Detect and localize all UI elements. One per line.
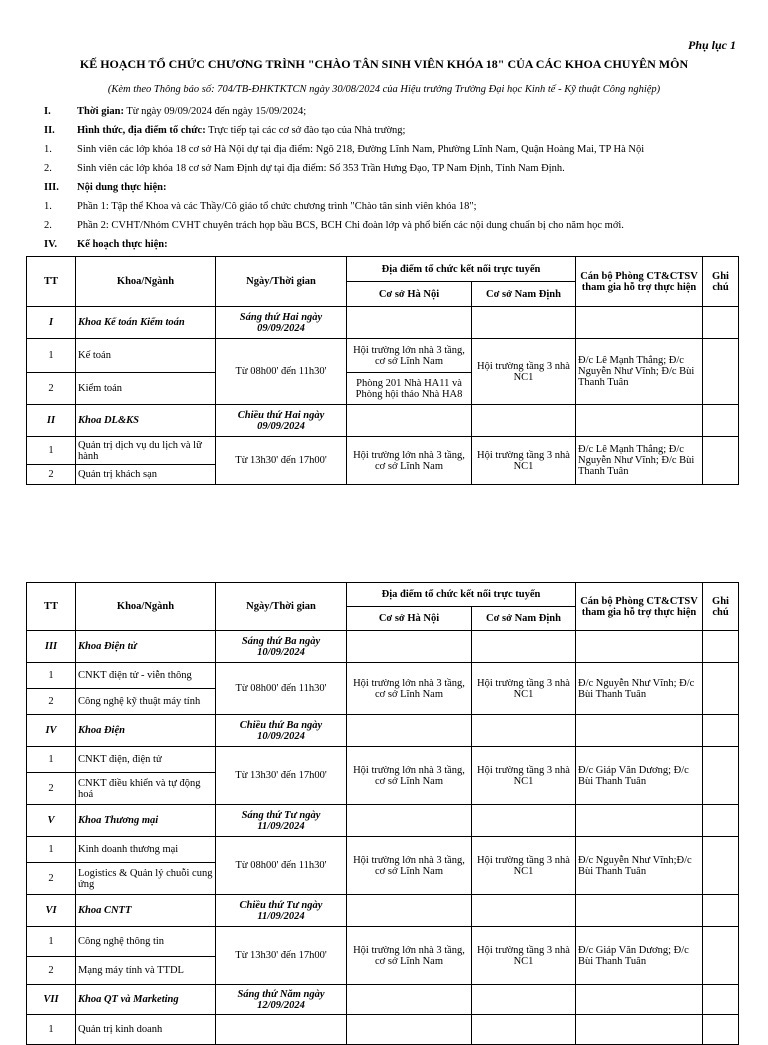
row-staff: Đ/c Nguyễn Như Vĩnh;Đ/c Bùi Thanh Tuân	[576, 837, 703, 895]
header-staff: Cán bộ Phòng CT&CTSV tham gia hỗ trợ thực hiện	[576, 583, 703, 631]
section-body: Phần 2: CVHT/Nhóm CVHT chuyên trách họp bầu BCS, BCH Chi đoàn lớp và phổ biến các nội dung chuẩn bị cho năm học mới.	[77, 220, 624, 231]
header-namdinh: Cơ sở Nam Định	[472, 282, 576, 307]
row-hanoi: Hội trường lớn nhà 3 tầng, cơ sở Lĩnh Nam	[347, 837, 472, 895]
group-tt: III	[27, 631, 76, 663]
row-hanoi: Hội trường lớn nhà 3 tầng, cơ sở Lĩnh Nam	[347, 339, 472, 373]
group-tt: V	[27, 805, 76, 837]
header-time: Ngày/Thời gian	[216, 257, 347, 307]
row-hanoi: Hội trường lớn nhà 3 tầng, cơ sở Lĩnh Nam	[347, 437, 472, 485]
section-body: Từ ngày 09/09/2024 đến ngày 15/09/2024;	[123, 106, 307, 117]
header-namdinh: Cơ sở Nam Định	[472, 607, 576, 631]
row-hanoi	[347, 1015, 472, 1045]
header-location: Địa điểm tổ chức kết nối trực tuyến	[347, 583, 576, 607]
section-text	[77, 163, 565, 174]
group-name: Khoa Thương mại	[76, 805, 216, 837]
row-namdinh	[472, 1015, 576, 1045]
section-label: Hình thức, địa điểm tổ chức:	[77, 125, 206, 136]
document-subtitle: (Kèm theo Thông báo số: 704/TB-ĐHKTKTCN ngày 30/08/2024 của Hiệu trưởng Trường Đại học Kinh tế - Kỹ thuật Công nghiệp)	[107, 84, 661, 95]
table-group-row	[27, 895, 739, 927]
table-row	[27, 339, 739, 373]
group-name: Khoa DL&KS	[76, 405, 216, 437]
row-tt: 1	[27, 1015, 76, 1045]
section-number: III.	[44, 182, 59, 193]
section-text	[77, 125, 405, 136]
empty-cell	[576, 805, 703, 837]
empty-cell	[703, 985, 739, 1015]
section-body: Phần 1: Tập thể Khoa và các Thầy/Cô giáo tổ chức chương trình "Chào tân sinh viên khóa 18";	[77, 201, 477, 212]
empty-cell	[347, 895, 472, 927]
row-time: Từ 08h00' đến 11h30'	[216, 663, 347, 715]
row-note	[703, 837, 739, 895]
row-tt: 2	[27, 863, 76, 895]
row-tt: 2	[27, 957, 76, 985]
row-namdinh: Hội trường tầng 3 nhà NC1	[472, 339, 576, 405]
group-name: Khoa Điện tử	[76, 631, 216, 663]
row-tt: 2	[27, 465, 76, 485]
row-name: Quản trị dịch vụ du lịch và lữ hành	[76, 437, 216, 465]
row-name: Quản trị khách sạn	[76, 465, 216, 485]
row-hanoi: Hội trường lớn nhà 3 tầng, cơ sở Lĩnh Nam	[347, 663, 472, 715]
group-date: Chiều thứ Ba ngày 10/09/2024	[216, 715, 347, 747]
row-name: CNKT điện, điện tử	[76, 747, 216, 773]
header-hanoi: Cơ sở Hà Nội	[347, 282, 472, 307]
row-namdinh: Hội trường tầng 3 nhà NC1	[472, 663, 576, 715]
row-namdinh: Hội trường tầng 3 nhà NC1	[472, 437, 576, 485]
section-text	[77, 201, 477, 212]
group-tt: II	[27, 405, 76, 437]
row-name: Kế toán	[76, 339, 216, 373]
table-row	[27, 437, 739, 465]
document-title: KẾ HOẠCH TỔ CHỨC CHƯƠNG TRÌNH "CHÀO TÂN SINH VIÊN KHÓA 18" CỦA CÁC KHOA CHUYÊN MÔN	[79, 57, 689, 71]
row-time	[216, 1015, 347, 1045]
table-group-row	[27, 631, 739, 663]
row-namdinh: Hội trường tầng 3 nhà NC1	[472, 747, 576, 805]
group-name: Khoa CNTT	[76, 895, 216, 927]
header-note: Ghi chú	[703, 583, 739, 631]
section-label: Thời gian:	[77, 106, 124, 117]
table-row	[27, 927, 739, 957]
group-date: Chiều thứ Hai ngày 09/09/2024	[216, 405, 347, 437]
header-note: Ghi chú	[703, 257, 739, 307]
table-group-row	[27, 307, 739, 339]
row-name: CNKT điều khiển và tự động hoá	[76, 773, 216, 805]
plan-table-1	[26, 256, 739, 485]
section-body: Sinh viên các lớp khóa 18 cơ sở Hà Nội dự tại địa điểm: Ngõ 218, Đường Lĩnh Nam, Phường Lĩnh Nam, Quận Hoàng Mai, TP Hà Nội	[77, 144, 645, 155]
table-group-row	[27, 805, 739, 837]
section-number: 2.	[44, 163, 52, 174]
section-label: Kế hoạch thực hiện:	[77, 239, 168, 250]
empty-cell	[472, 805, 576, 837]
row-tt: 1	[27, 437, 76, 465]
table-group-row	[27, 405, 739, 437]
row-tt: 1	[27, 927, 76, 957]
section-number: II.	[44, 125, 55, 136]
empty-cell	[472, 631, 576, 663]
row-staff: Đ/c Giáp Văn Dương; Đ/c Bùi Thanh Tuân	[576, 927, 703, 985]
section-text	[77, 182, 166, 193]
group-tt: IV	[27, 715, 76, 747]
row-name: Quản trị kinh doanh	[76, 1015, 216, 1045]
section-text	[77, 220, 624, 231]
row-name: CNKT điện tử - viễn thông	[76, 663, 216, 689]
row-time: Từ 13h30' đến 17h00'	[216, 437, 347, 485]
empty-cell	[576, 985, 703, 1015]
empty-cell	[703, 805, 739, 837]
empty-cell	[703, 631, 739, 663]
row-tt: 2	[27, 373, 76, 405]
row-tt: 1	[27, 339, 76, 373]
group-name: Khoa Điện	[76, 715, 216, 747]
row-note	[703, 747, 739, 805]
section-body: Trực tiếp tại các cơ sở đào tạo của Nhà trường;	[205, 125, 406, 136]
group-date: Sáng thứ Ba ngày 10/09/2024	[216, 631, 347, 663]
row-tt: 1	[27, 663, 76, 689]
section-text	[77, 239, 168, 250]
row-time: Từ 08h00' đến 11h30'	[216, 837, 347, 895]
table-row	[27, 747, 739, 773]
row-time: Từ 13h30' đến 17h00'	[216, 927, 347, 985]
row-staff	[576, 1015, 703, 1045]
section-label: Nội dung thực hiện:	[77, 182, 167, 193]
empty-cell	[703, 715, 739, 747]
row-staff: Đ/c Lê Mạnh Thắng; Đ/c Nguyễn Như Vĩnh; Đ/c Bùi Thanh Tuân	[576, 339, 703, 405]
row-name: Kiểm toán	[76, 373, 216, 405]
row-staff: Đ/c Nguyễn Như Vĩnh; Đ/c Bùi Thanh Tuân	[576, 663, 703, 715]
group-tt: VI	[27, 895, 76, 927]
empty-cell	[576, 895, 703, 927]
header-tt: TT	[27, 583, 76, 631]
section-number: 1.	[44, 144, 52, 155]
group-tt: VII	[27, 985, 76, 1015]
row-note	[703, 927, 739, 985]
row-time: Từ 08h00' đến 11h30'	[216, 339, 347, 405]
row-tt: 2	[27, 773, 76, 805]
group-date: Sáng thứ Năm ngày 12/09/2024	[216, 985, 347, 1015]
table-group-row	[27, 985, 739, 1015]
group-tt: I	[27, 307, 76, 339]
empty-cell	[576, 631, 703, 663]
empty-cell	[347, 805, 472, 837]
section-text	[77, 144, 644, 155]
empty-cell	[347, 715, 472, 747]
row-name: Logistics & Quản lý chuỗi cung ứng	[76, 863, 216, 895]
empty-cell	[472, 985, 576, 1015]
row-tt: 1	[27, 837, 76, 863]
row-staff: Đ/c Giáp Văn Dương; Đ/c Bùi Thanh Tuân	[576, 747, 703, 805]
empty-cell	[576, 715, 703, 747]
section-body: Sinh viên các lớp khóa 18 cơ sở Nam Định dự tại địa điểm: Số 353 Trần Hưng Đạo, TP Nam Định, Tỉnh Nam Định.	[77, 163, 565, 174]
row-name: Kinh doanh thương mại	[76, 837, 216, 863]
section-number: 2.	[44, 220, 52, 231]
group-date: Sáng thứ Tư ngày 11/09/2024	[216, 805, 347, 837]
row-namdinh: Hội trường tầng 3 nhà NC1	[472, 927, 576, 985]
row-hanoi: Hội trường lớn nhà 3 tầng, cơ sở Lĩnh Nam	[347, 747, 472, 805]
plan-table-2	[26, 582, 739, 1045]
row-name: Công nghệ kỹ thuật máy tính	[76, 689, 216, 715]
group-name: Khoa QT và Marketing	[76, 985, 216, 1015]
row-name: Mạng máy tính và TTDL	[76, 957, 216, 985]
empty-cell	[472, 895, 576, 927]
table-row	[27, 1015, 739, 1045]
table-row	[27, 663, 739, 689]
row-tt: 2	[27, 689, 76, 715]
row-hanoi: Phòng 201 Nhà HA11 và Phòng hội thảo Nhà HA8	[347, 373, 472, 405]
section-number: 1.	[44, 201, 52, 212]
header-tt: TT	[27, 257, 76, 307]
header-khoa: Khoa/Ngành	[76, 257, 216, 307]
group-date: Chiều thứ Tư ngày 11/09/2024	[216, 895, 347, 927]
header-khoa: Khoa/Ngành	[76, 583, 216, 631]
header-hanoi: Cơ sở Hà Nội	[347, 607, 472, 631]
row-tt: 1	[27, 747, 76, 773]
section-number: IV.	[44, 239, 57, 250]
empty-cell	[472, 715, 576, 747]
row-time: Từ 13h30' đến 17h00'	[216, 747, 347, 805]
section-text	[77, 106, 306, 117]
row-note	[703, 1015, 739, 1045]
group-name: Khoa Kế toán Kiểm toán	[76, 307, 216, 339]
table-row	[27, 837, 739, 863]
header-time: Ngày/Thời gian	[216, 583, 347, 631]
row-staff: Đ/c Lê Mạnh Thắng; Đ/c Nguyễn Như Vĩnh; Đ/c Bùi Thanh Tuân	[576, 437, 703, 485]
row-note	[703, 663, 739, 715]
empty-cell	[703, 895, 739, 927]
appendix-label: Phụ lục 1	[687, 38, 736, 52]
table-group-row	[27, 715, 739, 747]
row-hanoi: Hội trường lớn nhà 3 tầng, cơ sở Lĩnh Nam	[347, 927, 472, 985]
section-number: I.	[44, 106, 51, 117]
empty-cell	[347, 631, 472, 663]
header-staff: Cán bộ Phòng CT&CTSV tham gia hỗ trợ thực hiện	[576, 257, 703, 307]
group-date: Sáng thứ Hai ngày 09/09/2024	[216, 307, 347, 339]
row-namdinh: Hội trường tầng 3 nhà NC1	[472, 837, 576, 895]
row-name: Công nghệ thông tin	[76, 927, 216, 957]
empty-cell	[347, 985, 472, 1015]
header-location: Địa điểm tổ chức kết nối trực tuyến	[347, 257, 576, 282]
